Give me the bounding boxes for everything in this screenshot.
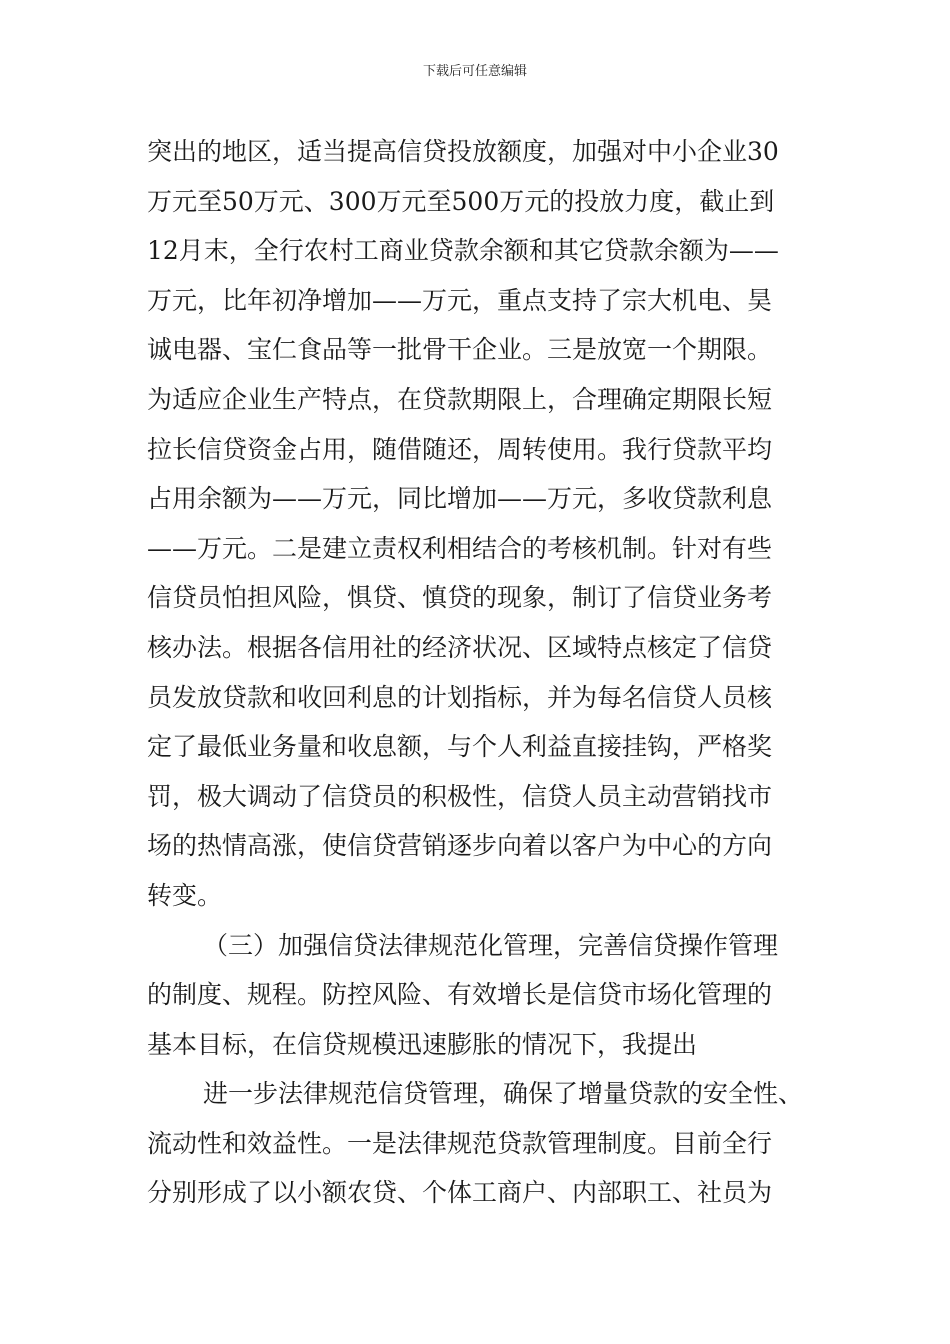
text-line: 拉长信贷资金占用，随借随还，周转使用。我行贷款平均: [147, 434, 773, 464]
text-line: ——万元。二是建立责权利相结合的考核机制。针对有些: [147, 533, 773, 563]
text-line: 场的热情高涨，使信贷营销逐步向着以客户为中心的方向: [147, 831, 773, 861]
text-line: 万元，比年初净增加——万元，重点支持了宗大机电、昊: [147, 285, 773, 315]
paragraph-start-line: 进一步法律规范信贷管理，确保了增量贷款的安全性、: [203, 1079, 804, 1109]
text-line: 定了最低业务量和收息额，与个人利益直接挂钩，严格奖: [147, 732, 773, 762]
text-line: 占用余额为——万元，同比增加——万元，多收贷款利息: [147, 484, 773, 514]
text-line: 分别形成了以小额农贷、个体工商户、内部职工、社员为: [147, 1178, 773, 1208]
body-text: [147, 127, 812, 1218]
text-line: 信贷员怕担风险，惧贷、慎贷的现象，制订了信贷业务考: [147, 583, 773, 613]
text-line: 为适应企业生产特点，在贷款期限上，合理确定期限长短: [147, 384, 773, 414]
text-line: 核办法。根据各信用社的经济状况、区域特点核定了信贷: [147, 632, 773, 662]
text-line: 12月末，全行农村工商业贷款余额和其它贷款余额为——: [147, 236, 779, 266]
text-line: 万元至50万元、300万元至500万元的投放力度，截止到: [147, 186, 775, 216]
text-line: 的制度、规程。防控风险、有效增长是信贷市场化管理的: [147, 980, 773, 1010]
page-header-note: 下载后可任意编辑: [422, 64, 527, 79]
section-heading-line: （三）加强信贷法律规范化管理，完善信贷操作管理: [203, 930, 779, 960]
text-line: 员发放贷款和收回利息的计划指标，并为每名信贷人员核: [147, 682, 773, 712]
text-line: 罚，极大调动了信贷员的积极性，信贷人员主动营销找市: [147, 781, 773, 811]
text-line: 诚电器、宝仁食品等一批骨干企业。三是放宽一个期限。: [147, 335, 773, 365]
text-line: 突出的地区，适当提高信贷投放额度，加强对中小企业30: [147, 137, 779, 166]
text-line: 转变。: [147, 880, 223, 910]
text-line: 流动性和效益性。一是法律规范贷款管理制度。目前全行: [147, 1128, 773, 1158]
text-line: 基本目标，在信贷规模迅速膨胀的情况下，我提出: [147, 1029, 698, 1059]
